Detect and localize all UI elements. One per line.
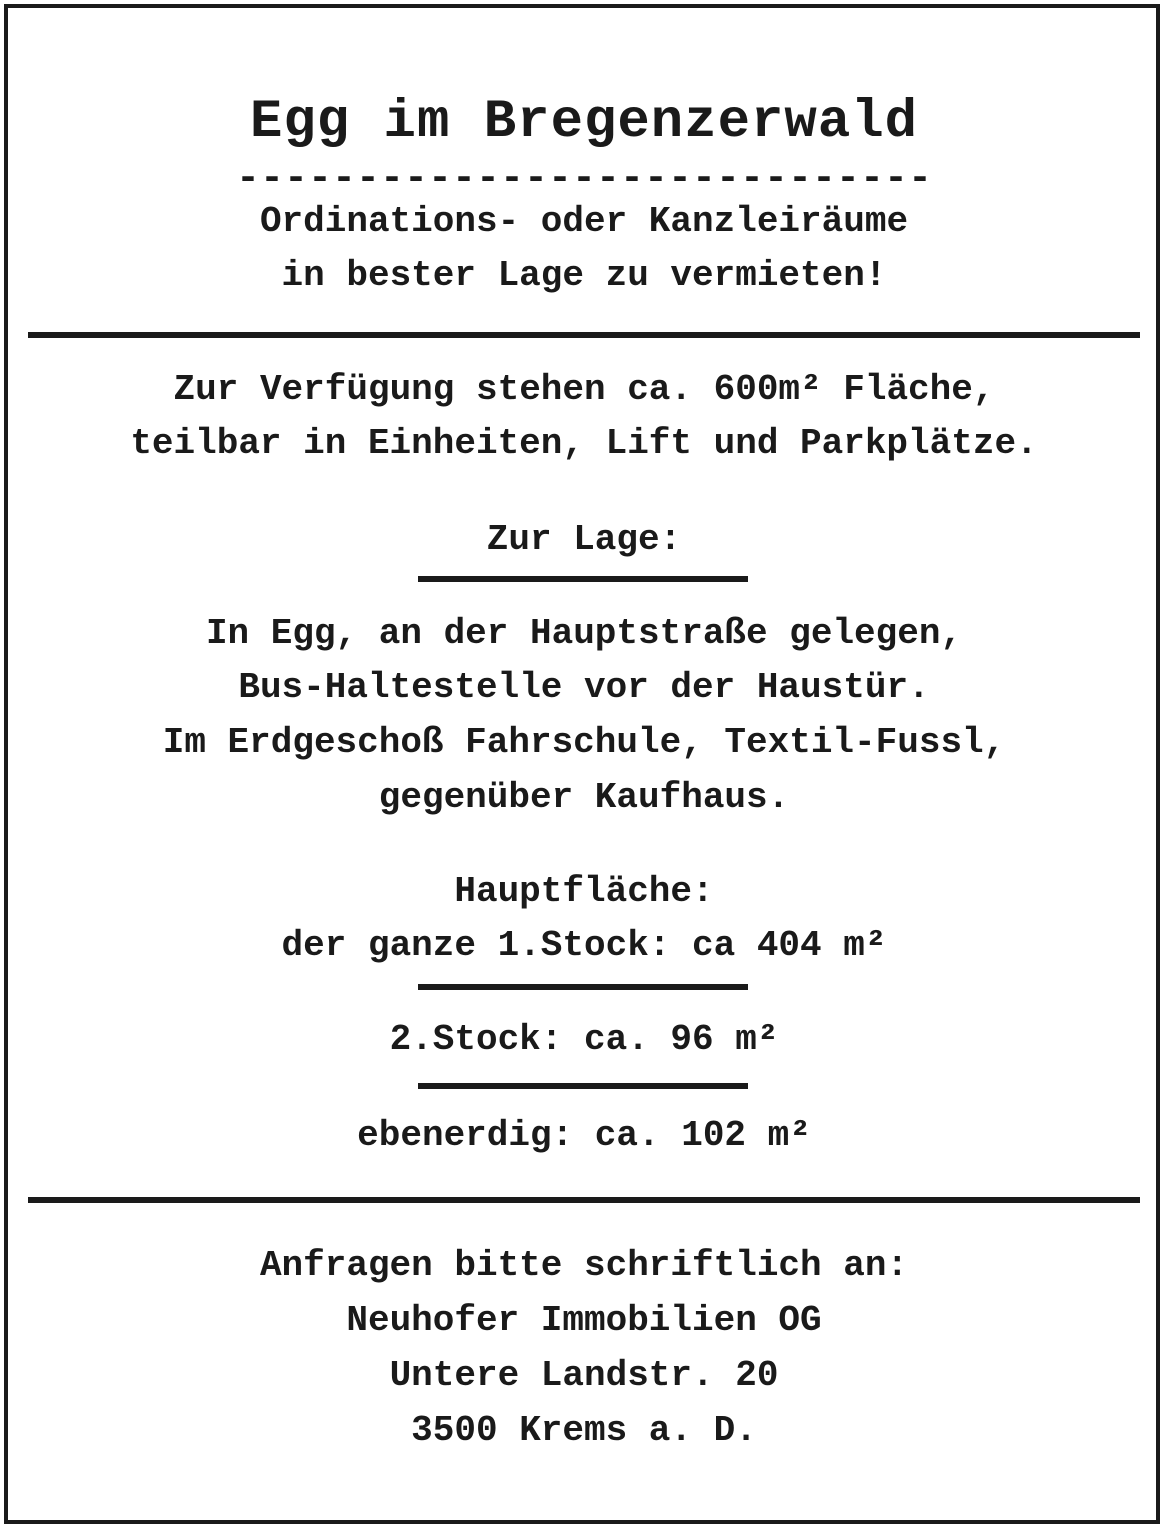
subtitle-line-2: in bester Lage zu vermieten! xyxy=(281,255,887,296)
location-line-3: Im Erdgeschoß Fahrschule, Textil-Fussl, xyxy=(162,722,1006,763)
contact-street: Untere Landstr. 20 xyxy=(389,1355,779,1396)
section-divider xyxy=(28,1197,1140,1203)
title-dash-divider: ----------------------------- xyxy=(235,157,933,202)
location-line-4: gegenüber Kaufhaus. xyxy=(378,777,790,818)
availability-line-1: Zur Verfügung stehen ca. 600m² Fläche, xyxy=(173,369,995,410)
contact-city: 3500 Krems a. D. xyxy=(411,1410,757,1451)
area-divider xyxy=(418,984,748,990)
ad-title: Egg im Bregenzerwald xyxy=(249,92,919,153)
area-divider xyxy=(418,1083,748,1089)
area-second-floor: 2.Stock: ca. 96 m² xyxy=(389,1019,779,1060)
location-line-2: Bus-Haltestelle vor der Haustür. xyxy=(238,667,930,708)
subtitle-line-1: Ordinations- oder Kanzleiräume xyxy=(259,201,909,242)
contact-company: Neuhofer Immobilien OG xyxy=(346,1300,822,1341)
location-heading: Zur Lage: xyxy=(486,519,682,560)
area-main-floor: der ganze 1.Stock: ca 404 m² xyxy=(281,925,887,966)
area-ground-level: ebenerdig: ca. 102 m² xyxy=(357,1115,811,1156)
section-divider xyxy=(28,332,1140,338)
contact-intro: Anfragen bitte schriftlich an: xyxy=(259,1245,909,1286)
availability-line-2: teilbar in Einheiten, Lift und Parkplätze. xyxy=(130,423,1038,464)
heading-underline xyxy=(418,576,748,582)
location-line-1: In Egg, an der Hauptstraße gelegen, xyxy=(205,613,963,654)
areas-heading: Hauptfläche: xyxy=(454,871,714,912)
